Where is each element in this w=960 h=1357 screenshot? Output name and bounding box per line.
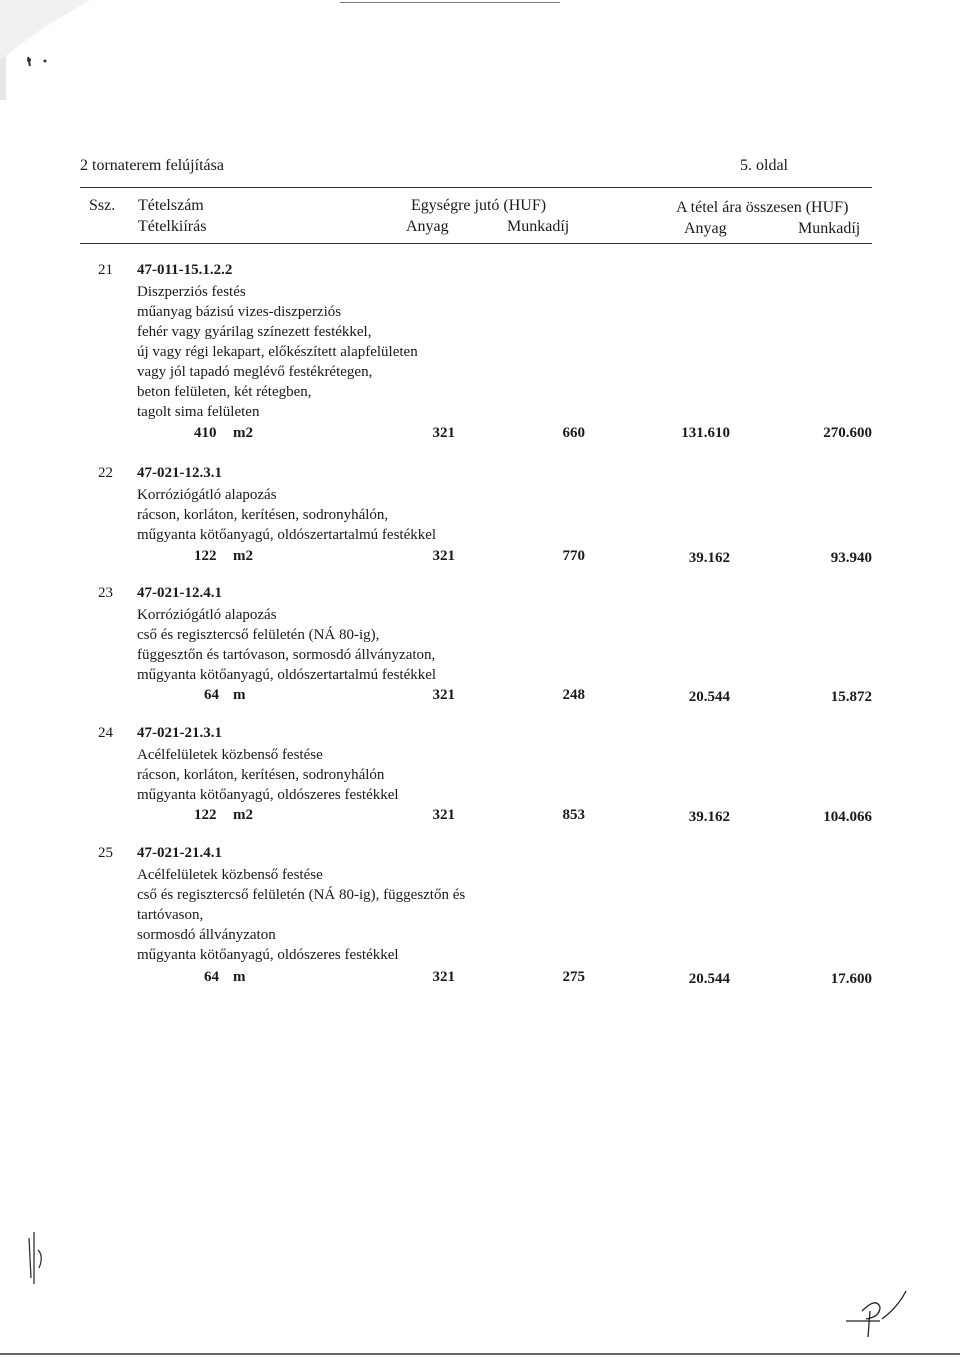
unit-price-anyag: 321 bbox=[432, 548, 455, 564]
unit-price-munkadij: 770 bbox=[562, 548, 585, 564]
description-line: műgyanta kötőanyagú, oldószertartalmú festékkel bbox=[137, 667, 437, 683]
handwritten-mark-left bbox=[22, 1228, 52, 1288]
description-line: rácson, korláton, kerítésen, sodronyhálón, bbox=[137, 507, 389, 523]
scan-corner-artifact bbox=[0, 0, 120, 100]
description-line: Korróziógátló alapozás bbox=[137, 607, 277, 623]
description-line: műgyanta kötőanyagú, oldószertartalmú festékkel bbox=[137, 527, 437, 543]
item-quantity: 64 bbox=[204, 687, 219, 703]
item-description bbox=[137, 745, 399, 805]
item-quantity: 122 bbox=[194, 807, 217, 823]
unit-price-anyag: 321 bbox=[432, 687, 455, 703]
col-osszesen: A tétel ára összesen (HUF) bbox=[676, 199, 849, 216]
description-line: műanyag bázisú vizes-diszperziós bbox=[137, 304, 342, 320]
total-anyag: 39.162 bbox=[688, 550, 730, 566]
total-munkadij: 104.066 bbox=[823, 809, 872, 825]
total-anyag: 20.544 bbox=[688, 689, 730, 705]
unit-price-munkadij: 248 bbox=[562, 687, 585, 703]
total-anyag: 39.162 bbox=[688, 809, 730, 825]
item-description bbox=[137, 282, 418, 422]
description-line: vagy jól tapadó meglévő festékrétegen, bbox=[137, 364, 373, 380]
col-egysegre: Egységre jutó (HUF) bbox=[411, 197, 547, 214]
description-line: tagolt sima felületen bbox=[137, 404, 260, 420]
description-line: függesztőn és tartóvason, sormosdó állványzaton, bbox=[137, 647, 436, 663]
item-number: 22 bbox=[98, 465, 113, 481]
total-munkadij: 17.600 bbox=[830, 971, 872, 987]
item-unit: m bbox=[233, 687, 246, 703]
item-number: 23 bbox=[98, 585, 113, 601]
col-tetelszam: Tételszám bbox=[138, 197, 204, 214]
item-21 bbox=[80, 262, 880, 452]
signature-initials bbox=[840, 1285, 920, 1340]
item-unit: m2 bbox=[233, 807, 253, 823]
header-top-rule bbox=[80, 187, 872, 188]
bottom-edge-line bbox=[0, 1353, 960, 1355]
item-code: 47-021-21.4.1 bbox=[137, 845, 222, 861]
description-line: cső és regisztercső felületén (NÁ 80-ig), függesztőn és bbox=[137, 887, 466, 903]
item-quantity: 64 bbox=[204, 969, 219, 985]
description-line: cső és regisztercső felületén (NÁ 80-ig), bbox=[137, 627, 380, 643]
col-anyag-unit: Anyag bbox=[406, 218, 449, 235]
item-unit: m2 bbox=[233, 425, 253, 441]
item-number: 25 bbox=[98, 845, 113, 861]
item-description bbox=[137, 485, 436, 545]
item-code: 47-021-12.4.1 bbox=[137, 585, 222, 601]
description-line: Korróziógátló alapozás bbox=[137, 487, 277, 503]
item-quantity: 122 bbox=[194, 548, 217, 564]
total-munkadij: 93.940 bbox=[830, 550, 872, 566]
total-anyag: 131.610 bbox=[681, 425, 730, 441]
description-line: beton felületen, két rétegben, bbox=[137, 384, 312, 400]
description-line: Acélfelületek közbenső festése bbox=[137, 747, 323, 763]
item-25 bbox=[80, 845, 880, 995]
item-23 bbox=[80, 585, 880, 715]
unit-price-munkadij: 853 bbox=[562, 807, 585, 823]
item-code: 47-021-21.3.1 bbox=[137, 725, 222, 741]
description-line: új vagy régi lekapart, előkészített alapfelületen bbox=[137, 344, 418, 360]
unit-price-anyag: 321 bbox=[432, 807, 455, 823]
unit-price-munkadij: 660 bbox=[562, 425, 585, 441]
item-quantity: 410 bbox=[194, 425, 217, 441]
col-munkadij-unit: Munkadíj bbox=[507, 218, 570, 235]
description-line: rácson, korláton, kerítésen, sodronyhálón bbox=[137, 767, 385, 783]
unit-price-anyag: 321 bbox=[432, 969, 455, 985]
unit-price-anyag: 321 bbox=[432, 425, 455, 441]
description-line: Acélfelületek közbenső festése bbox=[137, 867, 323, 883]
total-munkadij: 15.872 bbox=[830, 689, 872, 705]
description-line: fehér vagy gyárilag színezett festékkel, bbox=[137, 324, 372, 340]
col-ssz: Ssz. bbox=[89, 197, 116, 214]
item-code: 47-021-12.3.1 bbox=[137, 465, 222, 481]
unit-price-munkadij: 275 bbox=[562, 969, 585, 985]
col-munkadij-total: Munkadíj bbox=[798, 220, 861, 237]
description-line: sormosdó állványzaton bbox=[137, 927, 276, 943]
header-bottom-rule bbox=[80, 243, 872, 244]
description-line: tartóvason, bbox=[137, 907, 204, 923]
item-code: 47-011-15.1.2.2 bbox=[137, 262, 233, 278]
item-unit: m bbox=[233, 969, 246, 985]
item-24 bbox=[80, 725, 880, 835]
item-number: 21 bbox=[98, 262, 113, 278]
col-tetelkiiras: Tételkiírás bbox=[138, 218, 207, 235]
top-edge-line bbox=[340, 2, 560, 3]
description-line: Diszperziós festés bbox=[137, 284, 246, 300]
page-number: 5. oldal bbox=[740, 157, 788, 174]
item-description bbox=[137, 865, 465, 965]
document-title: 2 tornaterem felújítása bbox=[80, 157, 224, 174]
item-22 bbox=[80, 465, 880, 575]
description-line: műgyanta kötőanyagú, oldószeres festékkel bbox=[137, 947, 399, 963]
item-unit: m2 bbox=[233, 548, 253, 564]
item-description bbox=[137, 605, 436, 685]
description-line: műgyanta kötőanyagú, oldószeres festékkel bbox=[137, 787, 399, 803]
total-munkadij: 270.600 bbox=[823, 425, 872, 441]
col-anyag-total: Anyag bbox=[684, 220, 727, 237]
total-anyag: 20.544 bbox=[688, 971, 730, 987]
item-number: 24 bbox=[98, 725, 113, 741]
